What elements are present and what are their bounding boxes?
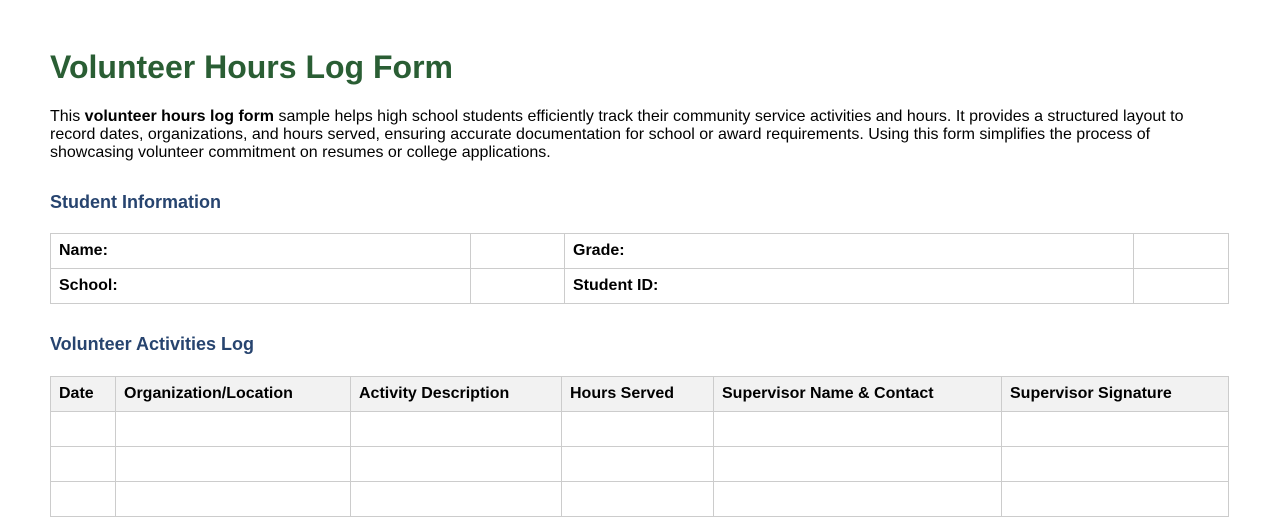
table-cell[interactable] [1002, 482, 1229, 517]
table-row [51, 482, 1229, 517]
table-cell[interactable] [51, 482, 116, 517]
name-field[interactable] [471, 234, 565, 269]
student-id-field[interactable] [1134, 269, 1229, 304]
intro-bold: volunteer hours log form [84, 108, 275, 125]
activities-log-table [50, 376, 1229, 517]
activities-log-heading: Volunteer Activities Log [50, 334, 255, 354]
student-info-table [50, 233, 1229, 304]
intro-paragraph [50, 108, 1227, 162]
table-cell[interactable] [1002, 447, 1229, 482]
intro-suffix: sample helps high school students efficiently track their community service activities and hours. It provides a structured layout to record dates, organizations, and hours served, ensuring accurate documentation for school or award requirements. Using this form simplifies the process of showcasing volunteer commitment on resumes or college applications. [50, 108, 1184, 161]
grade-label: Grade: [565, 234, 1134, 269]
table-cell[interactable] [116, 447, 351, 482]
table-cell[interactable] [351, 447, 562, 482]
intro-prefix: This [50, 108, 85, 125]
column-header-hours: Hours Served [562, 377, 714, 412]
table-cell[interactable] [714, 412, 1002, 447]
column-header-supervisor: Supervisor Name & Contact [714, 377, 1002, 412]
student-info-heading: Student Information [50, 192, 221, 212]
school-field[interactable] [471, 269, 565, 304]
table-cell[interactable] [714, 482, 1002, 517]
table-cell[interactable] [116, 482, 351, 517]
table-row [51, 447, 1229, 482]
table-header-row [51, 377, 1229, 412]
column-header-date: Date [51, 377, 116, 412]
school-label: School: [51, 269, 471, 304]
table-row [51, 412, 1229, 447]
table-cell[interactable] [1002, 412, 1229, 447]
table-cell[interactable] [714, 447, 1002, 482]
page-title: Volunteer Hours Log Form [50, 49, 453, 85]
grade-field[interactable] [1134, 234, 1229, 269]
name-label: Name: [51, 234, 471, 269]
student-id-label: Student ID: [565, 269, 1134, 304]
table-cell[interactable] [51, 412, 116, 447]
column-header-organization: Organization/Location [116, 377, 351, 412]
table-cell[interactable] [51, 447, 116, 482]
table-cell[interactable] [351, 482, 562, 517]
table-cell[interactable] [116, 412, 351, 447]
table-cell[interactable] [562, 482, 714, 517]
table-cell[interactable] [562, 447, 714, 482]
column-header-signature: Supervisor Signature [1002, 377, 1229, 412]
column-header-activity: Activity Description [351, 377, 562, 412]
table-cell[interactable] [562, 412, 714, 447]
table-cell[interactable] [351, 412, 562, 447]
